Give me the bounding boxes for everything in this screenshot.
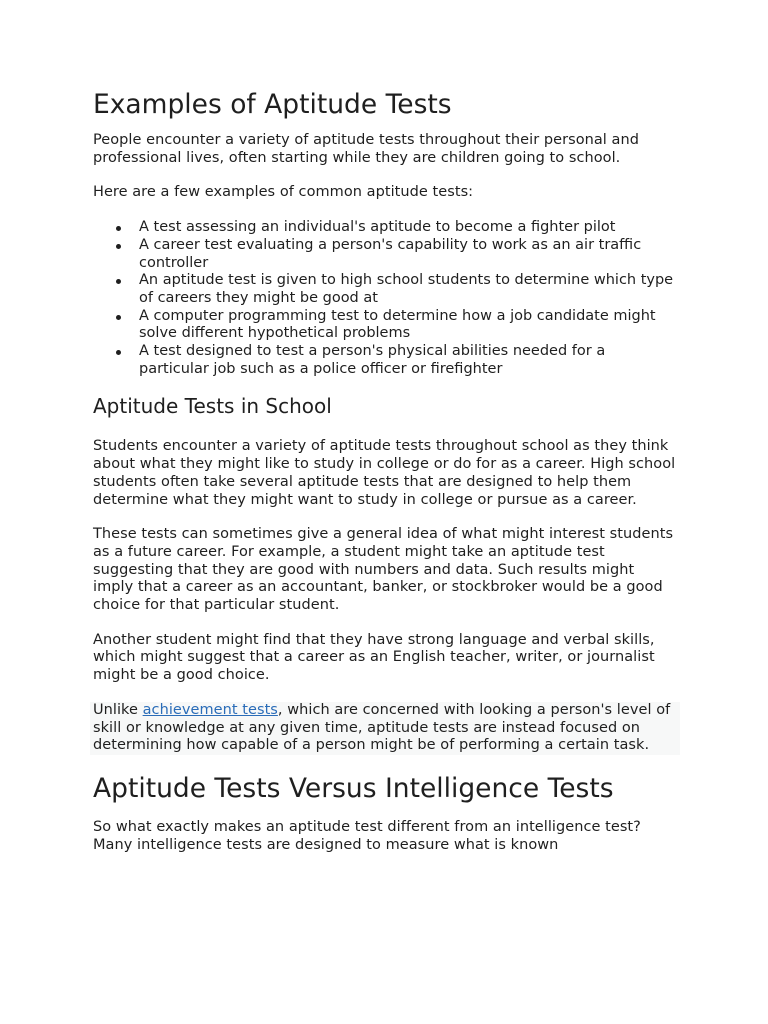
article (93, 83, 677, 871)
list-item: A test designed to test a person's physical abilities needed for a particular job such as a police officer or firefighter (139, 343, 677, 378)
school-paragraph-1: Students encounter a variety of aptitude tests throughout school as they think about what they might like to study in college or do for as a career. High school students often take several aptitude tests that are designed to help them determine what they might want to study in college or pursue as a career. (93, 438, 676, 508)
achievement-tests-link[interactable]: achievement tests (142, 701, 278, 718)
list-item: An aptitude test is given to high school students to determine which type of careers they might be good at (139, 272, 677, 307)
list-item: A computer programming test to determine how a job candidate might solve different hypothetical problems (139, 308, 677, 343)
versus-section-heading: Aptitude Tests Versus Intelligence Tests (93, 772, 614, 804)
intro-paragraph: People encounter a variety of aptitude tests throughout their personal and professional lives, often starting while they are children going to school. (93, 132, 639, 166)
list-intro-paragraph: Here are a few examples of common aptitude tests: (93, 184, 474, 201)
school-paragraph-3: Another student might find that they have strong language and verbal skills, which might suggest that a career as an English teacher, writer, or journalist might be a good choice. (93, 631, 655, 684)
examples-list (93, 219, 677, 378)
list-item: A test assessing an individual's aptitude to become a fighter pilot (139, 219, 677, 237)
school-paragraph-4 (90, 702, 680, 755)
school-section-heading: Aptitude Tests in School (93, 394, 332, 419)
paragraph-text-start: Unlike (93, 701, 143, 718)
list-item: A career test evaluating a person's capability to work as an air traffic controller (139, 237, 677, 272)
versus-paragraph-1: So what exactly makes an aptitude test different from an intelligence test? Many intelligence tests are designed to measure what is known (93, 818, 641, 853)
paragraph-text-end: , which are concerned with looking a person's level of skill or knowledge at any given time, aptitude tests are instead focused on determining how capable of a person might be of performing a certain task. (93, 701, 671, 754)
page-title: Examples of Aptitude Tests (93, 89, 452, 120)
school-paragraph-2: These tests can sometimes give a general idea of what might interest students as a future career. For example, a student might take an aptitude test suggesting that they are good with numbers and data. Such results might imply that a career as an accountant, banker, or stockbroker would be a good choice for that particular student. (93, 526, 674, 614)
